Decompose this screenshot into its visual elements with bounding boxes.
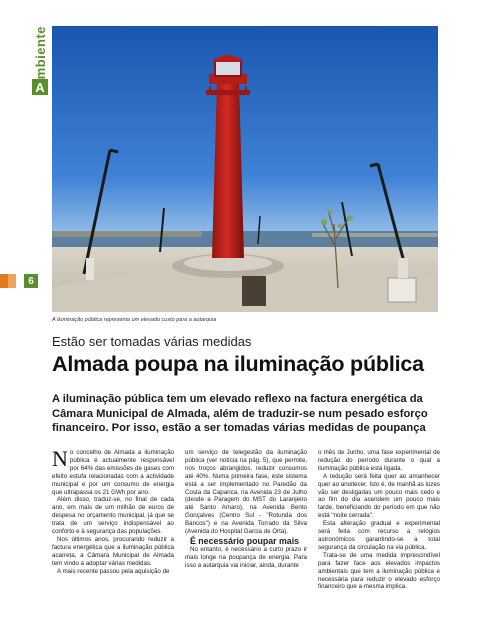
body-text: o concelho de Almada a iluminação pública é actualmente responsável por 64% das emissões de gases com efeito estufa relacionadas com a actividade municipal e por um consumo de energia que ultrapassa os 21 GWh por ano. (52, 449, 174, 496)
stripe-orange (0, 274, 8, 288)
section-tab (30, 26, 50, 104)
body-paragraph: A mais recente passou pela aquisição de (57, 567, 170, 575)
article-headline: Almada poupa na iluminação pública (52, 352, 424, 376)
stripe-light-orange (8, 274, 16, 288)
article-body (52, 446, 442, 619)
body-paragraph: Trata-se de uma medida imprescindível para fazer face aos elevados impactos ambientais que tem a iluminação pública e necessária para reduzir o elevado esforço financeiro que a mesma implica. (318, 551, 440, 591)
body-column-1 (52, 446, 174, 576)
body-paragraph: um serviço de telegestão da iluminação pública (ver notícia na pág. 5), que permite, nos troços abrangidos, reduzir consumos até 40%. Numa primeira fase, este sistema está a ser implementado no Paredão da Costa da Caparica, na Avenida 23 de Julho (desde a Paragem do MST do Laranjeiro até Santo Amaro), na Avenida Bento Gonçalves (Centro Sul - "Rotunda dos Bancos") e na Avenida Torrado da Silva (Avenida do Hospital Garcia de Orta). (185, 449, 307, 536)
body-paragraph: A redução será feita quer ao amanhecer quer ao anoitecer. Isto é, de manhã as luzes vão ser desligadas um pouco mais cedo e ao fim do dia acendem um pouco mais tarde, beneficiando do período em que não está "noite cerrada". (318, 472, 440, 520)
article-kicker: Estão ser tomadas várias medidas (52, 334, 252, 349)
body-paragraph: Além disso, traduz-se, no final de cada ano, em mais de um milhão de euros de despesa no orçamento municipal, já que se trata de um serviço indispensável ao conforto e à segurança das populações. (52, 496, 174, 536)
lighthouse-photo (52, 26, 438, 312)
lighthouse-photo-illustration (52, 26, 438, 312)
drop-cap: N (52, 446, 68, 471)
body-paragraph: Esta alteração gradual e experimental será feita com recurso a relógios astronómicos garantindo-se a total segurança da circulação na via pública. (318, 520, 440, 551)
page-color-stripe (0, 274, 24, 288)
body-paragraph: No entanto, é necessário a curto prazo ir mais longe na poupança de energia. Para isso a autarquia vai iniciar, ainda, durante (185, 545, 307, 569)
body-column-2 (185, 449, 307, 570)
section-label: mbiente (32, 26, 48, 80)
photo-caption: A iluminação pública representa um elevado custo para a autarquia (52, 317, 217, 323)
page-number: 6 (24, 274, 38, 288)
body-subheading: É necessário poupar mais (190, 535, 300, 546)
article-lead: A iluminação pública tem um elevado reflexo na factura energética da Câmara Municipal de Almada, além de traduzir-se num pesado esforço financeiro. Por isso, estão a ser tomadas várias medidas de poupança (52, 393, 428, 434)
body-paragraph: o mês de Junho, uma fase experimental de redução do período durante o qual a iluminação pública está ligada. (318, 449, 440, 472)
body-paragraph (52, 446, 174, 496)
body-paragraph: Nos últimos anos, procurando reduzir a factura energética que a iluminação pública acarreta, a Câmara Municipal de Almada tem vindo a adoptar várias medidas. (52, 535, 174, 567)
body-column-3 (318, 449, 440, 591)
section-initial: A (32, 79, 48, 95)
